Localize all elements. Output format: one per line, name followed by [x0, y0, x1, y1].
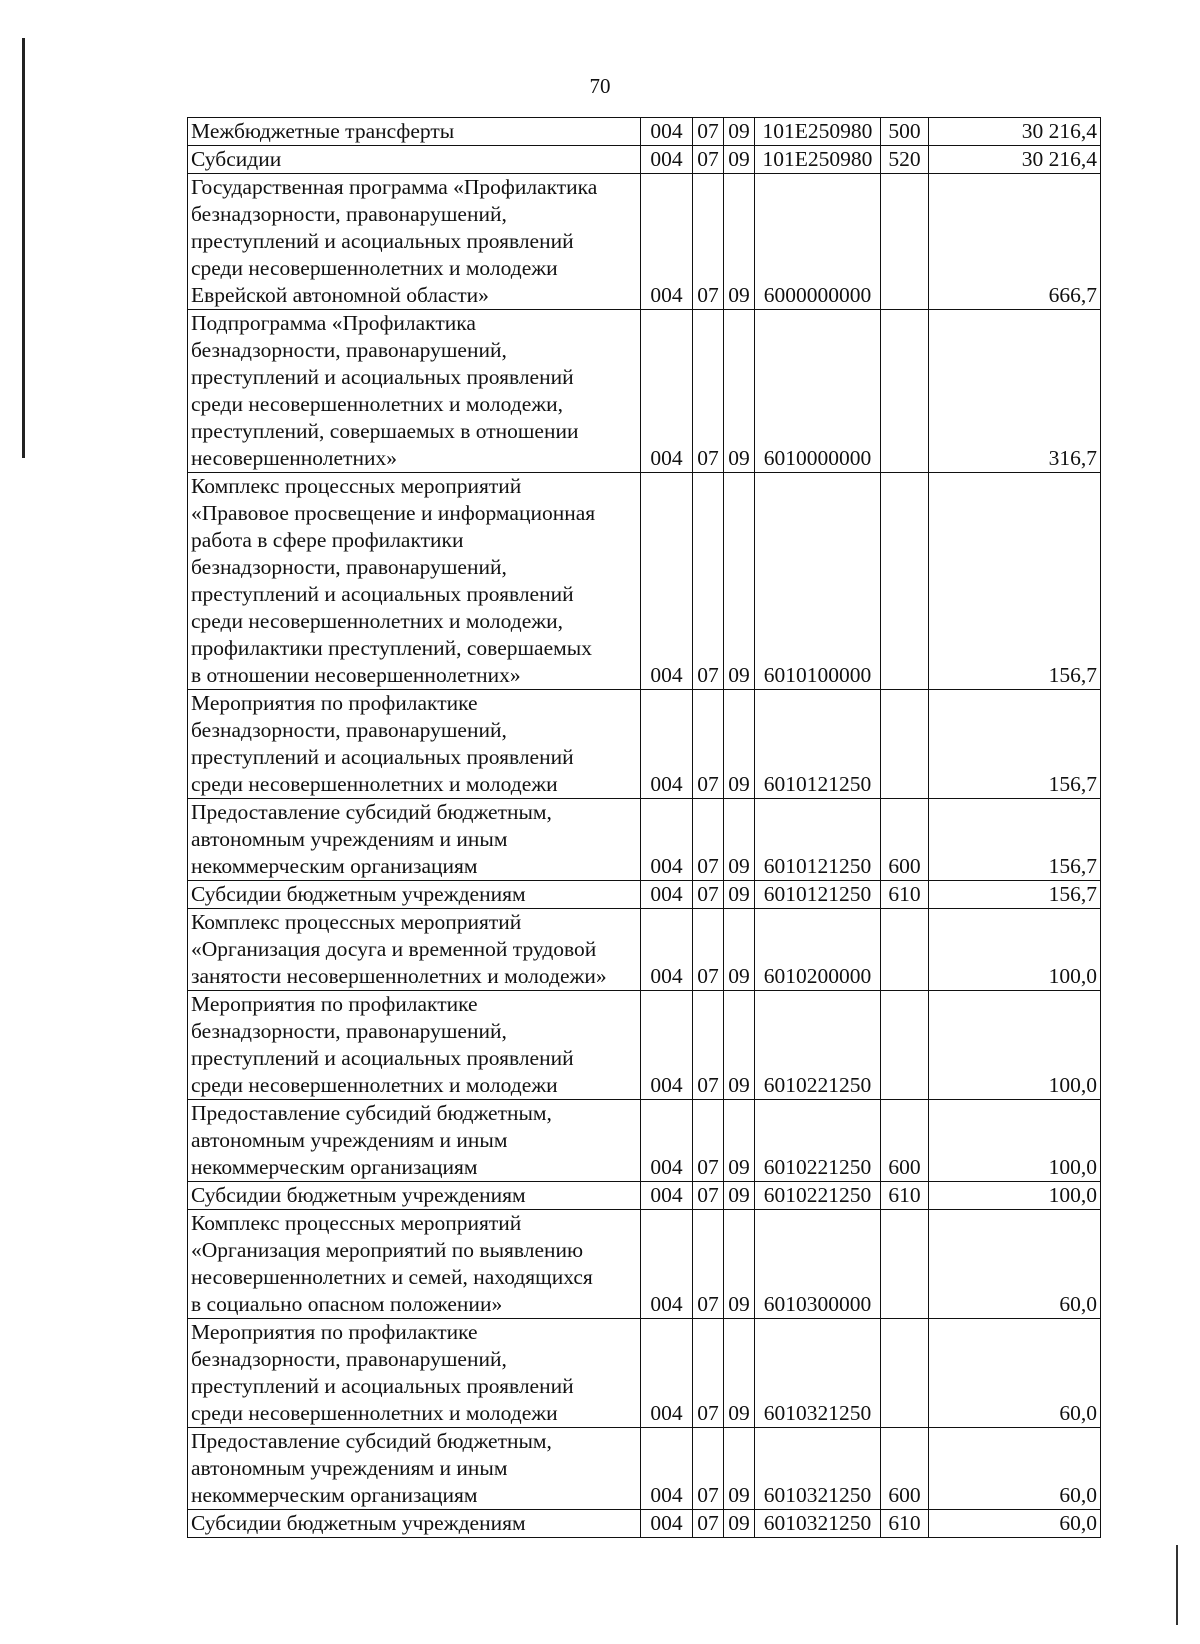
- item-name-cell: [188, 881, 641, 909]
- section-code-cell: 07: [693, 1182, 724, 1210]
- item-name-line: в социально опасном положении»: [191, 1292, 503, 1316]
- item-name-cell: [188, 909, 641, 991]
- table-row: [188, 881, 1101, 909]
- item-name-line: Государственная программа «Профилактика: [191, 175, 598, 199]
- table-row: [188, 799, 1101, 881]
- table-row: [188, 909, 1101, 991]
- table-row: [188, 1319, 1101, 1428]
- amount-cell: 156,7: [929, 473, 1101, 690]
- scan-margin-mark: [22, 38, 25, 458]
- target-article-cell: 6010321250: [755, 1510, 881, 1538]
- item-name-cell: [188, 1428, 641, 1510]
- item-name-line: Мероприятия по профилактике: [191, 992, 478, 1016]
- item-name-line: «Организация мероприятий по выявлению: [191, 1238, 584, 1262]
- expense-type-cell: 610: [881, 1510, 929, 1538]
- amount-cell: 30 216,4: [929, 118, 1101, 146]
- item-name-line: Межбюджетные трансферты: [191, 119, 455, 143]
- target-article-cell: 6010200000: [755, 909, 881, 991]
- item-name-line: профилактики преступлений, совершаемых: [191, 636, 592, 660]
- item-name-cell: [188, 1182, 641, 1210]
- subsection-code-cell: 09: [724, 1319, 755, 1428]
- amount-cell: 60,0: [929, 1319, 1101, 1428]
- item-name-line: некоммерческим организациям: [191, 1155, 478, 1179]
- grbs-code-cell: 004: [641, 174, 693, 310]
- subsection-code-cell: 09: [724, 799, 755, 881]
- item-name-line: Мероприятия по профилактике: [191, 691, 478, 715]
- grbs-code-cell: 004: [641, 1428, 693, 1510]
- item-name-line: преступлений, совершаемых в отношении: [191, 419, 579, 443]
- item-name-line: безнадзорности, правонарушений,: [191, 202, 507, 226]
- target-article-cell: 101Е250980: [755, 146, 881, 174]
- amount-cell: 60,0: [929, 1210, 1101, 1319]
- item-name-line: Субсидии бюджетным учреждениям: [191, 882, 526, 906]
- subsection-code-cell: 09: [724, 991, 755, 1100]
- item-name-line: безнадзорности, правонарушений,: [191, 338, 507, 362]
- subsection-code-cell: 09: [724, 473, 755, 690]
- grbs-code-cell: 004: [641, 909, 693, 991]
- subsection-code-cell: 09: [724, 1428, 755, 1510]
- grbs-code-cell: 004: [641, 118, 693, 146]
- grbs-code-cell: 004: [641, 991, 693, 1100]
- amount-cell: 156,7: [929, 799, 1101, 881]
- expense-type-cell: 600: [881, 1428, 929, 1510]
- item-name-line: преступлений и асоциальных проявлений: [191, 582, 574, 606]
- item-name-line: среди несовершеннолетних и молодежи: [191, 256, 558, 280]
- subsection-code-cell: 09: [724, 1210, 755, 1319]
- amount-cell: 156,7: [929, 881, 1101, 909]
- target-article-cell: 6010321250: [755, 1319, 881, 1428]
- expense-type-cell: [881, 310, 929, 473]
- target-article-cell: 6010121250: [755, 799, 881, 881]
- item-name-line: преступлений и асоциальных проявлений: [191, 1046, 574, 1070]
- item-name-line: преступлений и асоциальных проявлений: [191, 365, 574, 389]
- target-article-cell: 6010300000: [755, 1210, 881, 1319]
- expense-type-cell: [881, 991, 929, 1100]
- item-name-line: среди несовершеннолетних и молодежи: [191, 772, 558, 796]
- grbs-code-cell: 004: [641, 1210, 693, 1319]
- subsection-code-cell: 09: [724, 174, 755, 310]
- item-name-line: безнадзорности, правонарушений,: [191, 1347, 507, 1371]
- target-article-cell: 6010121250: [755, 881, 881, 909]
- item-name-cell: [188, 991, 641, 1100]
- item-name-cell: [188, 174, 641, 310]
- item-name-line: несовершеннолетних»: [191, 446, 397, 470]
- section-code-cell: 07: [693, 799, 724, 881]
- scan-margin-mark-right: [1176, 1545, 1178, 1625]
- item-name-line: автономным учреждениям и иным: [191, 1128, 508, 1152]
- expense-type-cell: 600: [881, 1100, 929, 1182]
- subsection-code-cell: 09: [724, 1510, 755, 1538]
- item-name-line: Комплекс процессных мероприятий: [191, 910, 522, 934]
- grbs-code-cell: 004: [641, 690, 693, 799]
- grbs-code-cell: 004: [641, 146, 693, 174]
- table-row: [188, 310, 1101, 473]
- table-row: [188, 991, 1101, 1100]
- item-name-line: среди несовершеннолетних и молодежи,: [191, 609, 563, 633]
- item-name-line: Субсидии бюджетным учреждениям: [191, 1183, 526, 1207]
- item-name-cell: [188, 1510, 641, 1538]
- section-code-cell: 07: [693, 473, 724, 690]
- section-code-cell: 07: [693, 991, 724, 1100]
- subsection-code-cell: 09: [724, 146, 755, 174]
- item-name-cell: [188, 118, 641, 146]
- item-name-line: занятости несовершеннолетних и молодежи»: [191, 964, 607, 988]
- item-name-cell: [188, 690, 641, 799]
- grbs-code-cell: 004: [641, 310, 693, 473]
- grbs-code-cell: 004: [641, 1319, 693, 1428]
- grbs-code-cell: 004: [641, 473, 693, 690]
- item-name-line: среди несовершеннолетних и молодежи,: [191, 392, 563, 416]
- table-row: [188, 473, 1101, 690]
- item-name-line: Комплекс процессных мероприятий: [191, 1211, 522, 1235]
- item-name-cell: [188, 1319, 641, 1428]
- target-article-cell: 101Е250980: [755, 118, 881, 146]
- item-name-line: Субсидии бюджетным учреждениям: [191, 1511, 526, 1535]
- item-name-line: Комплекс процессных мероприятий: [191, 474, 522, 498]
- table-row: [188, 1182, 1101, 1210]
- section-code-cell: 07: [693, 118, 724, 146]
- amount-cell: 30 216,4: [929, 146, 1101, 174]
- subsection-code-cell: 09: [724, 881, 755, 909]
- target-article-cell: 6010221250: [755, 1100, 881, 1182]
- item-name-line: Еврейской автономной области»: [191, 283, 489, 307]
- grbs-code-cell: 004: [641, 1182, 693, 1210]
- item-name-line: некоммерческим организациям: [191, 854, 478, 878]
- section-code-cell: 07: [693, 881, 724, 909]
- amount-cell: 60,0: [929, 1510, 1101, 1538]
- item-name-line: Предоставление субсидий бюджетным,: [191, 1101, 552, 1125]
- item-name-cell: [188, 1100, 641, 1182]
- item-name-cell: [188, 146, 641, 174]
- amount-cell: 316,7: [929, 310, 1101, 473]
- expense-type-cell: 610: [881, 1182, 929, 1210]
- item-name-cell: [188, 1210, 641, 1319]
- table-row: [188, 1210, 1101, 1319]
- item-name-cell: [188, 799, 641, 881]
- target-article-cell: 6010221250: [755, 991, 881, 1100]
- item-name-line: Предоставление субсидий бюджетным,: [191, 800, 552, 824]
- amount-cell: 60,0: [929, 1428, 1101, 1510]
- amount-cell: 100,0: [929, 1182, 1101, 1210]
- expense-type-cell: 520: [881, 146, 929, 174]
- expense-type-cell: 500: [881, 118, 929, 146]
- subsection-code-cell: 09: [724, 909, 755, 991]
- amount-cell: 100,0: [929, 1100, 1101, 1182]
- section-code-cell: 07: [693, 310, 724, 473]
- grbs-code-cell: 004: [641, 881, 693, 909]
- item-name-line: «Организация досуга и временной трудовой: [191, 937, 597, 961]
- item-name-line: безнадзорности, правонарушений,: [191, 718, 507, 742]
- item-name-line: среди несовершеннолетних и молодежи: [191, 1401, 558, 1425]
- page-number: 70: [589, 74, 611, 98]
- target-article-cell: 6010321250: [755, 1428, 881, 1510]
- item-name-line: автономным учреждениям и иным: [191, 1456, 508, 1480]
- table-row: [188, 118, 1101, 146]
- item-name-line: преступлений и асоциальных проявлений: [191, 1374, 574, 1398]
- table-row: [188, 690, 1101, 799]
- item-name-line: преступлений и асоциальных проявлений: [191, 745, 574, 769]
- item-name-line: Субсидии: [191, 147, 282, 171]
- amount-cell: 100,0: [929, 991, 1101, 1100]
- budget-table-body: [188, 118, 1101, 1538]
- expense-type-cell: [881, 909, 929, 991]
- expense-type-cell: [881, 1210, 929, 1319]
- item-name-line: автономным учреждениям и иным: [191, 827, 508, 851]
- target-article-cell: 6010100000: [755, 473, 881, 690]
- grbs-code-cell: 004: [641, 1510, 693, 1538]
- expense-type-cell: 610: [881, 881, 929, 909]
- item-name-line: Мероприятия по профилактике: [191, 1320, 478, 1344]
- table-row: [188, 146, 1101, 174]
- table-row: [188, 174, 1101, 310]
- expense-type-cell: [881, 1319, 929, 1428]
- amount-cell: 666,7: [929, 174, 1101, 310]
- section-code-cell: 07: [693, 690, 724, 799]
- expense-type-cell: [881, 690, 929, 799]
- item-name-cell: [188, 473, 641, 690]
- item-name-line: безнадзорности, правонарушений,: [191, 555, 507, 579]
- budget-table: [187, 117, 1101, 1538]
- amount-cell: 100,0: [929, 909, 1101, 991]
- target-article-cell: 6010221250: [755, 1182, 881, 1210]
- grbs-code-cell: 004: [641, 799, 693, 881]
- item-name-line: безнадзорности, правонарушений,: [191, 1019, 507, 1043]
- expense-type-cell: 600: [881, 799, 929, 881]
- table-row: [188, 1100, 1101, 1182]
- section-code-cell: 07: [693, 1210, 724, 1319]
- amount-cell: 156,7: [929, 690, 1101, 799]
- table-row: [188, 1428, 1101, 1510]
- item-name-line: Подпрограмма «Профилактика: [191, 311, 476, 335]
- item-name-line: несовершеннолетних и семей, находящихся: [191, 1265, 593, 1289]
- section-code-cell: 07: [693, 1428, 724, 1510]
- expense-type-cell: [881, 174, 929, 310]
- section-code-cell: 07: [693, 146, 724, 174]
- subsection-code-cell: 09: [724, 310, 755, 473]
- item-name-line: некоммерческим организациям: [191, 1483, 478, 1507]
- item-name-cell: [188, 310, 641, 473]
- target-article-cell: 6010000000: [755, 310, 881, 473]
- subsection-code-cell: 09: [724, 1100, 755, 1182]
- section-code-cell: 07: [693, 909, 724, 991]
- target-article-cell: 6000000000: [755, 174, 881, 310]
- grbs-code-cell: 004: [641, 1100, 693, 1182]
- item-name-line: работа в сфере профилактики: [191, 528, 464, 552]
- target-article-cell: 6010121250: [755, 690, 881, 799]
- item-name-line: преступлений и асоциальных проявлений: [191, 229, 574, 253]
- item-name-line: среди несовершеннолетних и молодежи: [191, 1073, 558, 1097]
- subsection-code-cell: 09: [724, 690, 755, 799]
- item-name-line: в отношении несовершеннолетних»: [191, 663, 521, 687]
- item-name-line: Предоставление субсидий бюджетным,: [191, 1429, 552, 1453]
- section-code-cell: 07: [693, 1319, 724, 1428]
- section-code-cell: 07: [693, 1510, 724, 1538]
- subsection-code-cell: 09: [724, 1182, 755, 1210]
- subsection-code-cell: 09: [724, 118, 755, 146]
- item-name-line: «Правовое просвещение и информационная: [191, 501, 596, 525]
- table-row: [188, 1510, 1101, 1538]
- section-code-cell: 07: [693, 174, 724, 310]
- section-code-cell: 07: [693, 1100, 724, 1182]
- expense-type-cell: [881, 473, 929, 690]
